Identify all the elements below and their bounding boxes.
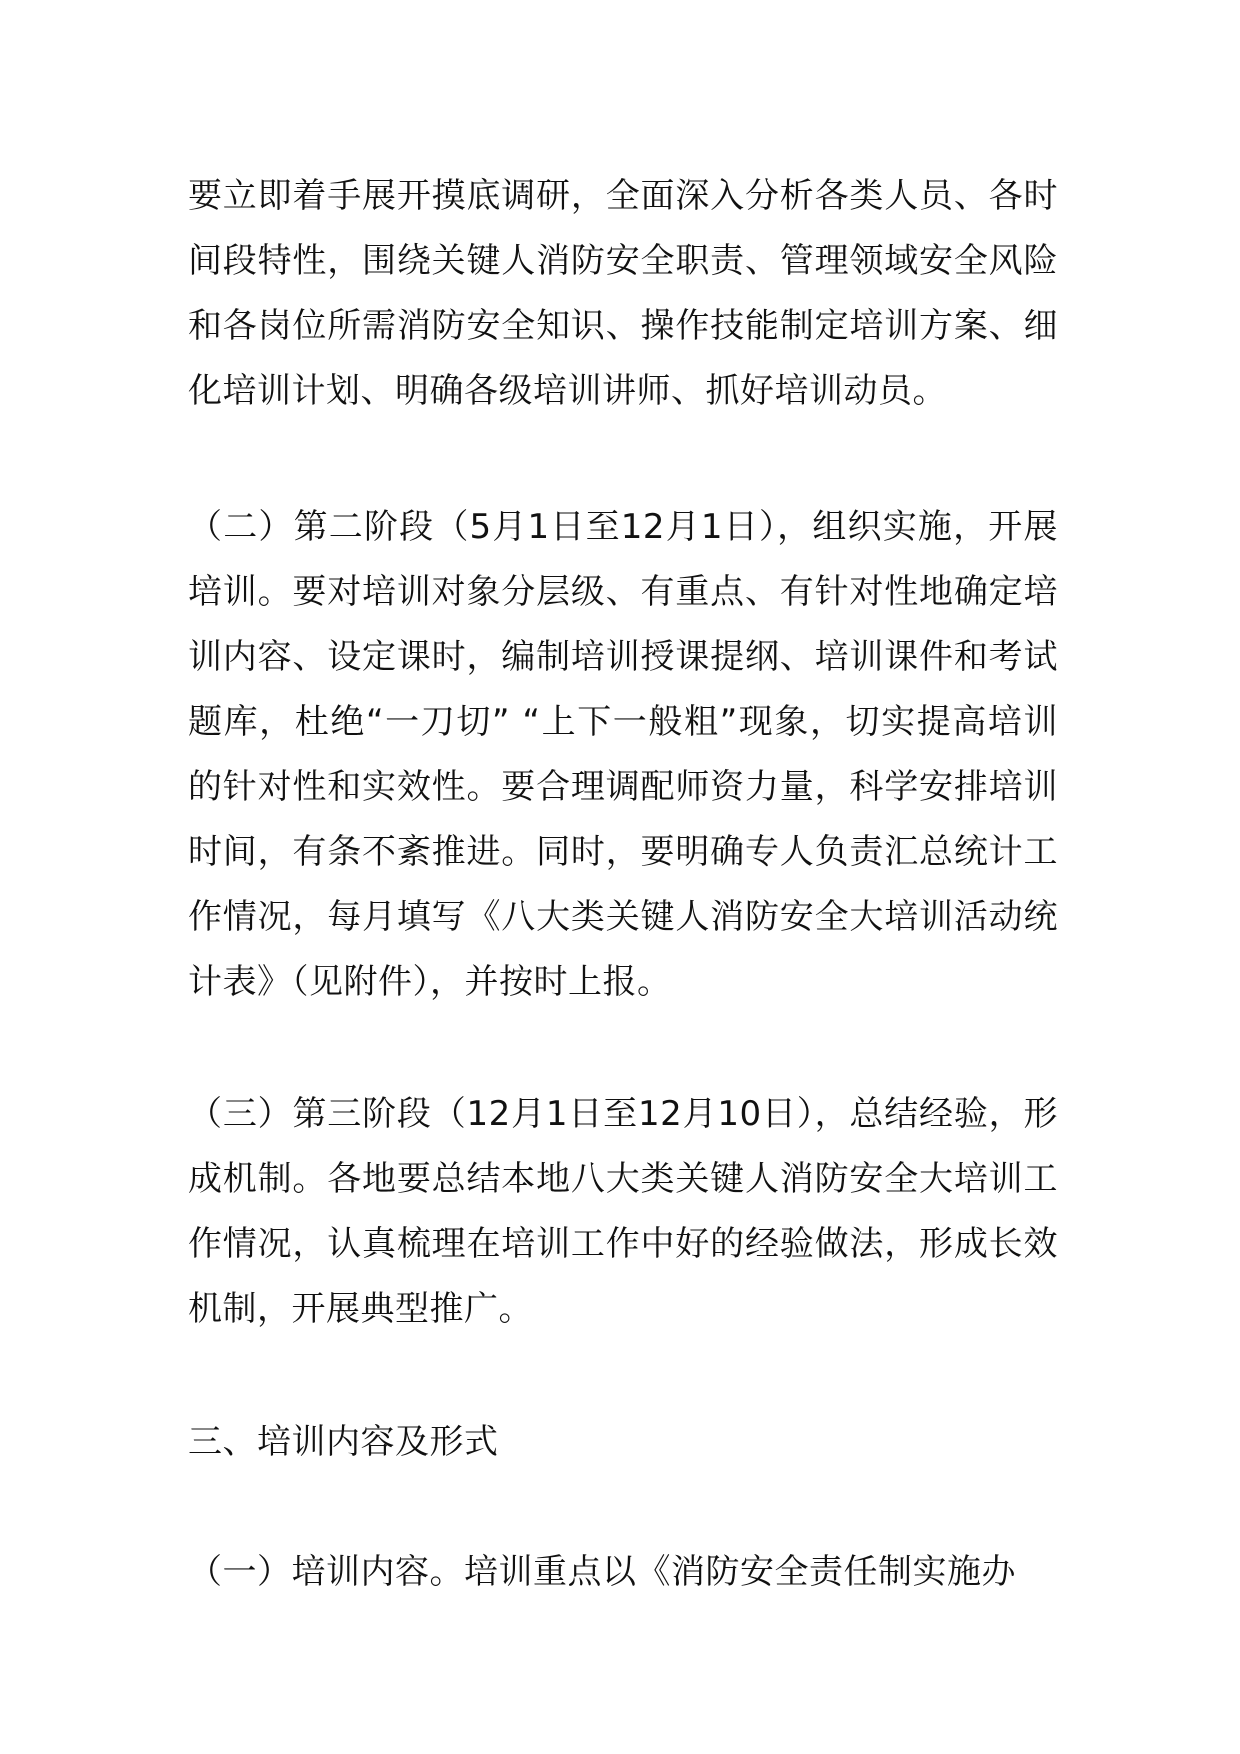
paragraph-stage-two: （二）第二阶段（5月1日至12月1日），组织实施，开展培训。要对培训对象分层级、有重点、有针对性地确定培训内容、设定课时，编制培训授课提纲、培训课件和考试题库，杜绝“一刀切” “上下一般粗”现象，切实提高培训的针对性和实效性。要合理调配师资力量，科学安排培训时间，有条不紊推进。同时，要明确专人负责汇总统计工作情况，每月填写《八大类关键人消防安全大培训活动统计表》（见附件），并按时上报。 [188,507,1058,1002]
paragraph-stage-three: （三）第三阶段（12月1日至12月10日），总结经验，形成机制。各地要总结本地八大类关键人消防安全大培训工作情况，认真梳理在培训工作中好的经验做法，形成长效机制，开展典型推广。 [188,1094,1058,1329]
section-heading-training-content: 三、培训内容及形式 [188,1422,499,1462]
paragraph-training-content: （一）培训内容。培训重点以《消防安全责任制实施办 [188,1552,1016,1592]
paragraph-stage-one-continuation: 要立即着手展开摸底调研，全面深入分析各类人员、各时间段特性，围绕关键人消防安全职责、管理领域安全风险和各岗位所需消防安全知识、操作技能制定培训方案、细化培训计划、明确各级培训讲师、抓好培训动员。 [188,176,1058,411]
